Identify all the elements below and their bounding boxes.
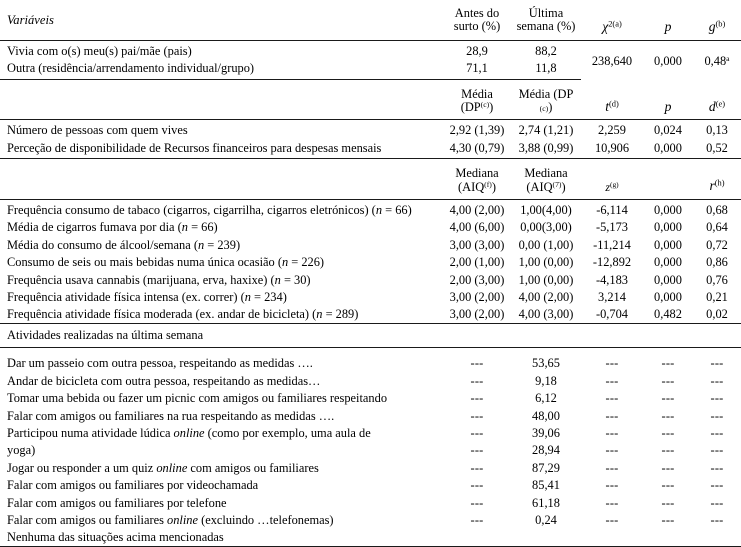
header-blank-median	[643, 159, 693, 200]
cell-before: 3,00 (2,00)	[443, 306, 511, 324]
table-row	[0, 271, 741, 288]
cell-last-week: 48,00	[532, 408, 560, 423]
header-g-sup: (b)	[715, 18, 726, 29]
header-mean-before-sup: (c)	[480, 100, 490, 110]
table-row	[0, 459, 741, 476]
cell-effect-g-note: a	[726, 53, 730, 63]
header-median-last-line1: Mediana	[524, 166, 568, 181]
cell-last-week: 61,18	[532, 495, 560, 510]
cell-effect-r: 0,76	[706, 272, 728, 287]
header-z-symbol: z	[605, 179, 610, 194]
table-row	[0, 120, 741, 139]
cell-effect-size: ---	[710, 443, 724, 458]
cell-statistic: ---	[605, 391, 619, 406]
header-p-value-1: p	[643, 0, 693, 40]
cell-p-value: 0,000	[654, 290, 682, 305]
header-before-line2: surto (%)	[453, 19, 501, 34]
header-mean-before-close: )	[489, 100, 494, 115]
cell-chi-square: 238,640	[591, 53, 633, 68]
header-chi-square	[581, 0, 643, 40]
cell-before: 3,00 (3,00)	[449, 237, 505, 252]
table-row	[0, 139, 741, 158]
cell-z-statistic: -12,892	[592, 255, 632, 270]
cell-effect-size: ---	[710, 373, 724, 388]
table-row	[0, 511, 741, 528]
cell-statistic: ---	[605, 495, 619, 510]
header-variables: Variáveis	[0, 0, 443, 40]
cell-z-statistic: -0,704	[581, 306, 643, 324]
header-chi-symbol: χ	[602, 18, 609, 34]
header-d-sup: (e)	[715, 98, 726, 109]
header-t-symbol: t	[605, 98, 609, 114]
cell-before: ---	[470, 460, 484, 475]
cell-z-statistic: -6,114	[596, 203, 628, 218]
cell-z-statistic: -4,183	[595, 272, 628, 287]
table-row	[0, 529, 741, 547]
header-chi-sup: 2(a)	[608, 18, 622, 29]
row-label: Falar com amigos ou familiares na rua respeitando as medidas ….	[7, 408, 335, 423]
table-header-median	[0, 159, 741, 200]
cell-last-week: 0,24	[535, 512, 557, 527]
cell-p-value: ---	[661, 356, 675, 371]
table-row	[0, 494, 741, 511]
cell-last-week: 6,12	[535, 391, 557, 406]
cell-last-week: 88,2	[535, 43, 557, 58]
cell-p-value-empty	[643, 529, 693, 547]
table-row	[0, 254, 741, 271]
row-label: Falar com amigos ou familiares por videochamada	[7, 478, 259, 493]
table-header-main	[0, 0, 741, 40]
header-mean-last-close: )	[548, 100, 553, 115]
header-last-week	[511, 0, 581, 40]
row-label: Falar com amigos ou familiares por telefone	[7, 495, 227, 510]
table-row	[0, 442, 741, 459]
cell-t-statistic: 10,906	[581, 139, 643, 158]
cell-last-week: 9,18	[535, 373, 557, 388]
header-t-sup: (d)	[608, 98, 619, 109]
header-median-before-sup: (f)	[484, 179, 492, 189]
row-label: Frequência atividade física moderada (ex. andar de bicicleta) (n = 289)	[0, 306, 443, 324]
cell-effect-g-value: 0,48	[704, 53, 727, 68]
cell-effect-r: 0,21	[706, 290, 728, 305]
cell-effect-d: 0,52	[693, 139, 741, 158]
cell-statistic: ---	[605, 408, 619, 423]
header-median-before	[443, 159, 511, 200]
table-row	[0, 200, 741, 219]
header-before-outbreak	[443, 0, 511, 40]
header-g-symbol: g	[708, 18, 716, 34]
cell-last-week: 2,74 (1,21)	[518, 123, 574, 138]
header-r-sup: (h)	[714, 177, 725, 188]
cell-z-statistic: 3,214	[598, 290, 626, 305]
cell-before: 3,00 (2,00)	[449, 290, 505, 305]
cell-effect-g	[693, 40, 741, 79]
cell-last-week: 4,00 (3,00)	[511, 306, 581, 324]
cell-before-empty	[443, 529, 511, 547]
cell-p-value: ---	[661, 373, 675, 388]
cell-z-statistic: -5,173	[595, 220, 628, 235]
header-mean-blank	[0, 79, 443, 120]
cell-last-week: 39,06	[532, 426, 560, 441]
header-effect-r	[693, 159, 741, 200]
header-last-line2: semana (%)	[516, 19, 576, 34]
cell-statistic: ---	[605, 478, 619, 493]
row-label-continuation: yoga)	[7, 443, 36, 458]
cell-p-value: 0,000	[654, 53, 682, 68]
row-label: Média de cigarros fumava por dia (n = 66)	[7, 220, 218, 235]
header-effect-g	[693, 0, 741, 40]
cell-p-value: 0,000	[654, 255, 682, 270]
cell-before: ---	[470, 495, 484, 510]
cell-before: ---	[470, 408, 484, 423]
header-median-last-close: )	[561, 179, 566, 194]
cell-p-value: ---	[661, 426, 675, 441]
cell-effect-r: 0,64	[706, 220, 728, 235]
table-row	[0, 289, 741, 306]
table-row	[0, 219, 741, 236]
header-p-value-2: p	[643, 79, 693, 120]
cell-effect-r: 0,68	[706, 203, 728, 218]
cell-t-statistic: 2,259	[598, 123, 626, 138]
cell-effect-size: ---	[710, 356, 724, 371]
header-effect-d	[693, 79, 741, 120]
table-row	[0, 407, 741, 424]
header-mean-before-text: Média (DP	[460, 86, 493, 115]
header-r-symbol: r	[709, 178, 715, 194]
cell-effect-r: 0,02	[693, 306, 741, 324]
table-row	[0, 355, 741, 372]
section-title-text: Atividades realizadas na última semana	[0, 324, 741, 348]
cell-last-week: 1,00(4,00)	[520, 203, 572, 218]
cell-p-value: 0,024	[654, 123, 682, 138]
cell-last-week: 3,88 (0,99)	[511, 139, 581, 158]
header-mean-last	[511, 79, 581, 120]
cell-statistic: ---	[605, 443, 619, 458]
cell-last-week: 11,8	[511, 60, 581, 79]
cell-last-week: 85,41	[532, 478, 560, 493]
cell-before: 2,00 (3,00)	[449, 272, 505, 287]
row-label: Perceção de disponibilidade de Recursos financeiros para despesas mensais	[0, 139, 443, 158]
header-t-statistic	[581, 79, 643, 120]
cell-last-week-empty	[511, 529, 581, 547]
header-mean-before	[443, 79, 511, 120]
cell-before: ---	[470, 512, 484, 527]
cell-p-value: 0,000	[654, 203, 682, 218]
cell-statistic-empty	[581, 529, 643, 547]
row-label: Frequência usava cannabis (marijuana, erva, haxixe) (n = 30)	[7, 272, 311, 287]
cell-p-value: 0,482	[643, 306, 693, 324]
cell-last-week: 1,00 (0,00)	[518, 272, 574, 287]
cell-p-value: ---	[661, 512, 675, 527]
cell-statistic: ---	[605, 356, 619, 371]
row-label: Jogar ou responder a um quiz online com amigos ou familiares	[7, 460, 319, 475]
cell-before: 2,92 (1,39)	[449, 123, 505, 138]
cell-last-week: 87,29	[532, 460, 560, 475]
cell-effect-size: ---	[710, 478, 724, 493]
header-median-last-line2: (AIQ	[526, 179, 553, 194]
table-row	[0, 477, 741, 494]
cell-before: ---	[470, 356, 484, 371]
cell-last-week: 53,65	[532, 356, 560, 371]
cell-p-value: ---	[661, 443, 675, 458]
header-z-statistic	[581, 159, 643, 200]
header-last-line1: Última	[528, 6, 564, 21]
table-row	[0, 306, 741, 324]
cell-p-value: ---	[661, 460, 675, 475]
cell-before: ---	[470, 478, 484, 493]
cell-before: 28,9	[466, 43, 488, 58]
cell-effect-size: ---	[710, 391, 724, 406]
table-row	[0, 40, 741, 59]
row-label: Participou numa atividade lúdica online (como por exemplo, uma aula de	[7, 426, 371, 441]
table-row	[0, 236, 741, 253]
cell-p-value: ---	[661, 408, 675, 423]
cell-last-week: 28,94	[532, 443, 560, 458]
cell-p-value: ---	[661, 478, 675, 493]
header-median-before-line2: (AIQ	[458, 179, 485, 194]
spacer-cell	[0, 347, 741, 355]
row-label: Consumo de seis ou mais bebidas numa única ocasião (n = 226)	[7, 255, 325, 270]
row-label: Média do consumo de álcool/semana (n = 239)	[7, 237, 241, 252]
header-mean-last-text: Média (DP	[518, 86, 574, 101]
table-row	[0, 372, 741, 389]
cell-p-value: 0,000	[654, 220, 682, 235]
table-row	[0, 390, 741, 407]
cell-effect-size: ---	[710, 426, 724, 441]
cell-before: 71,1	[443, 60, 511, 79]
cell-p-value: 0,000	[654, 272, 682, 287]
table-header-mean	[0, 79, 741, 120]
cell-p-value: ---	[661, 495, 675, 510]
cell-effect-r: 0,72	[706, 237, 728, 252]
table-row	[0, 425, 741, 442]
header-median-before-close: )	[491, 179, 496, 194]
cell-last-week: 0,00(3,00)	[520, 220, 572, 235]
header-z-sup: (g)	[609, 180, 619, 189]
cell-p-value: 0,000	[654, 237, 682, 252]
cell-before: ---	[470, 391, 484, 406]
section-header-activities	[0, 324, 741, 348]
header-mean-last-sup: (c)	[539, 104, 549, 114]
cell-effect-r: 0,86	[706, 255, 728, 270]
cell-effect-d: 0,13	[706, 123, 728, 138]
row-label: Falar com amigos ou familiares online (excluindo …telefonemas)	[7, 512, 334, 527]
row-label: Tomar uma bebida ou fazer um picnic com amigos ou familiares respeitando	[7, 391, 388, 406]
cell-statistic: ---	[605, 426, 619, 441]
row-label: Nenhuma das situações acima mencionadas	[0, 529, 443, 547]
cell-before: 2,00 (1,00)	[449, 255, 505, 270]
row-label: Outra (residência/arrendamento individual/grupo)	[0, 60, 443, 79]
row-label: Vivia com o(s) meu(s) pai/mãe (pais)	[7, 43, 192, 58]
row-label: Frequência consumo de tabaco (cigarros, cigarrilha, cigarros eletrónicos) (n = 66)	[7, 203, 412, 218]
cell-before: 4,30 (0,79)	[443, 139, 511, 158]
cell-statistic: ---	[605, 512, 619, 527]
cell-effect-size: ---	[710, 512, 724, 527]
cell-before: 4,00 (2,00)	[449, 203, 505, 218]
header-median-last-sup: (7)	[552, 179, 562, 189]
cell-effect-size: ---	[710, 495, 724, 510]
header-median-before-line1: Mediana	[455, 166, 499, 181]
cell-before: ---	[470, 426, 484, 441]
cell-statistic: ---	[605, 460, 619, 475]
cell-before: ---	[470, 443, 484, 458]
cell-effect-size: ---	[710, 460, 724, 475]
row-label: Frequência atividade física intensa (ex. correr) (n = 234)	[7, 290, 287, 305]
cell-last-week: 1,00 (0,00)	[518, 255, 574, 270]
cell-effect-size-empty	[693, 529, 741, 547]
row-label: Andar de bicicleta com outra pessoa, respeitando as medidas…	[7, 373, 321, 388]
row-label: Número de pessoas com quem vives	[7, 123, 188, 138]
cell-before: ---	[470, 373, 484, 388]
cell-before: 4,00 (6,00)	[449, 220, 505, 235]
cell-effect-size: ---	[710, 408, 724, 423]
header-d-symbol: d	[708, 98, 716, 114]
header-before-line1: Antes do	[454, 6, 500, 21]
cell-p-value: ---	[661, 391, 675, 406]
cell-p-value: 0,000	[643, 139, 693, 158]
spacer	[0, 347, 741, 355]
cell-statistic: ---	[605, 373, 619, 388]
cell-last-week: 0,00 (1,00)	[518, 237, 574, 252]
row-label: Dar um passeio com outra pessoa, respeitando as medidas ….	[7, 356, 313, 371]
header-median-last	[511, 159, 581, 200]
cell-last-week: 4,00 (2,00)	[518, 290, 574, 305]
cell-z-statistic: -11,214	[593, 237, 631, 252]
header-median-blank	[0, 159, 443, 200]
